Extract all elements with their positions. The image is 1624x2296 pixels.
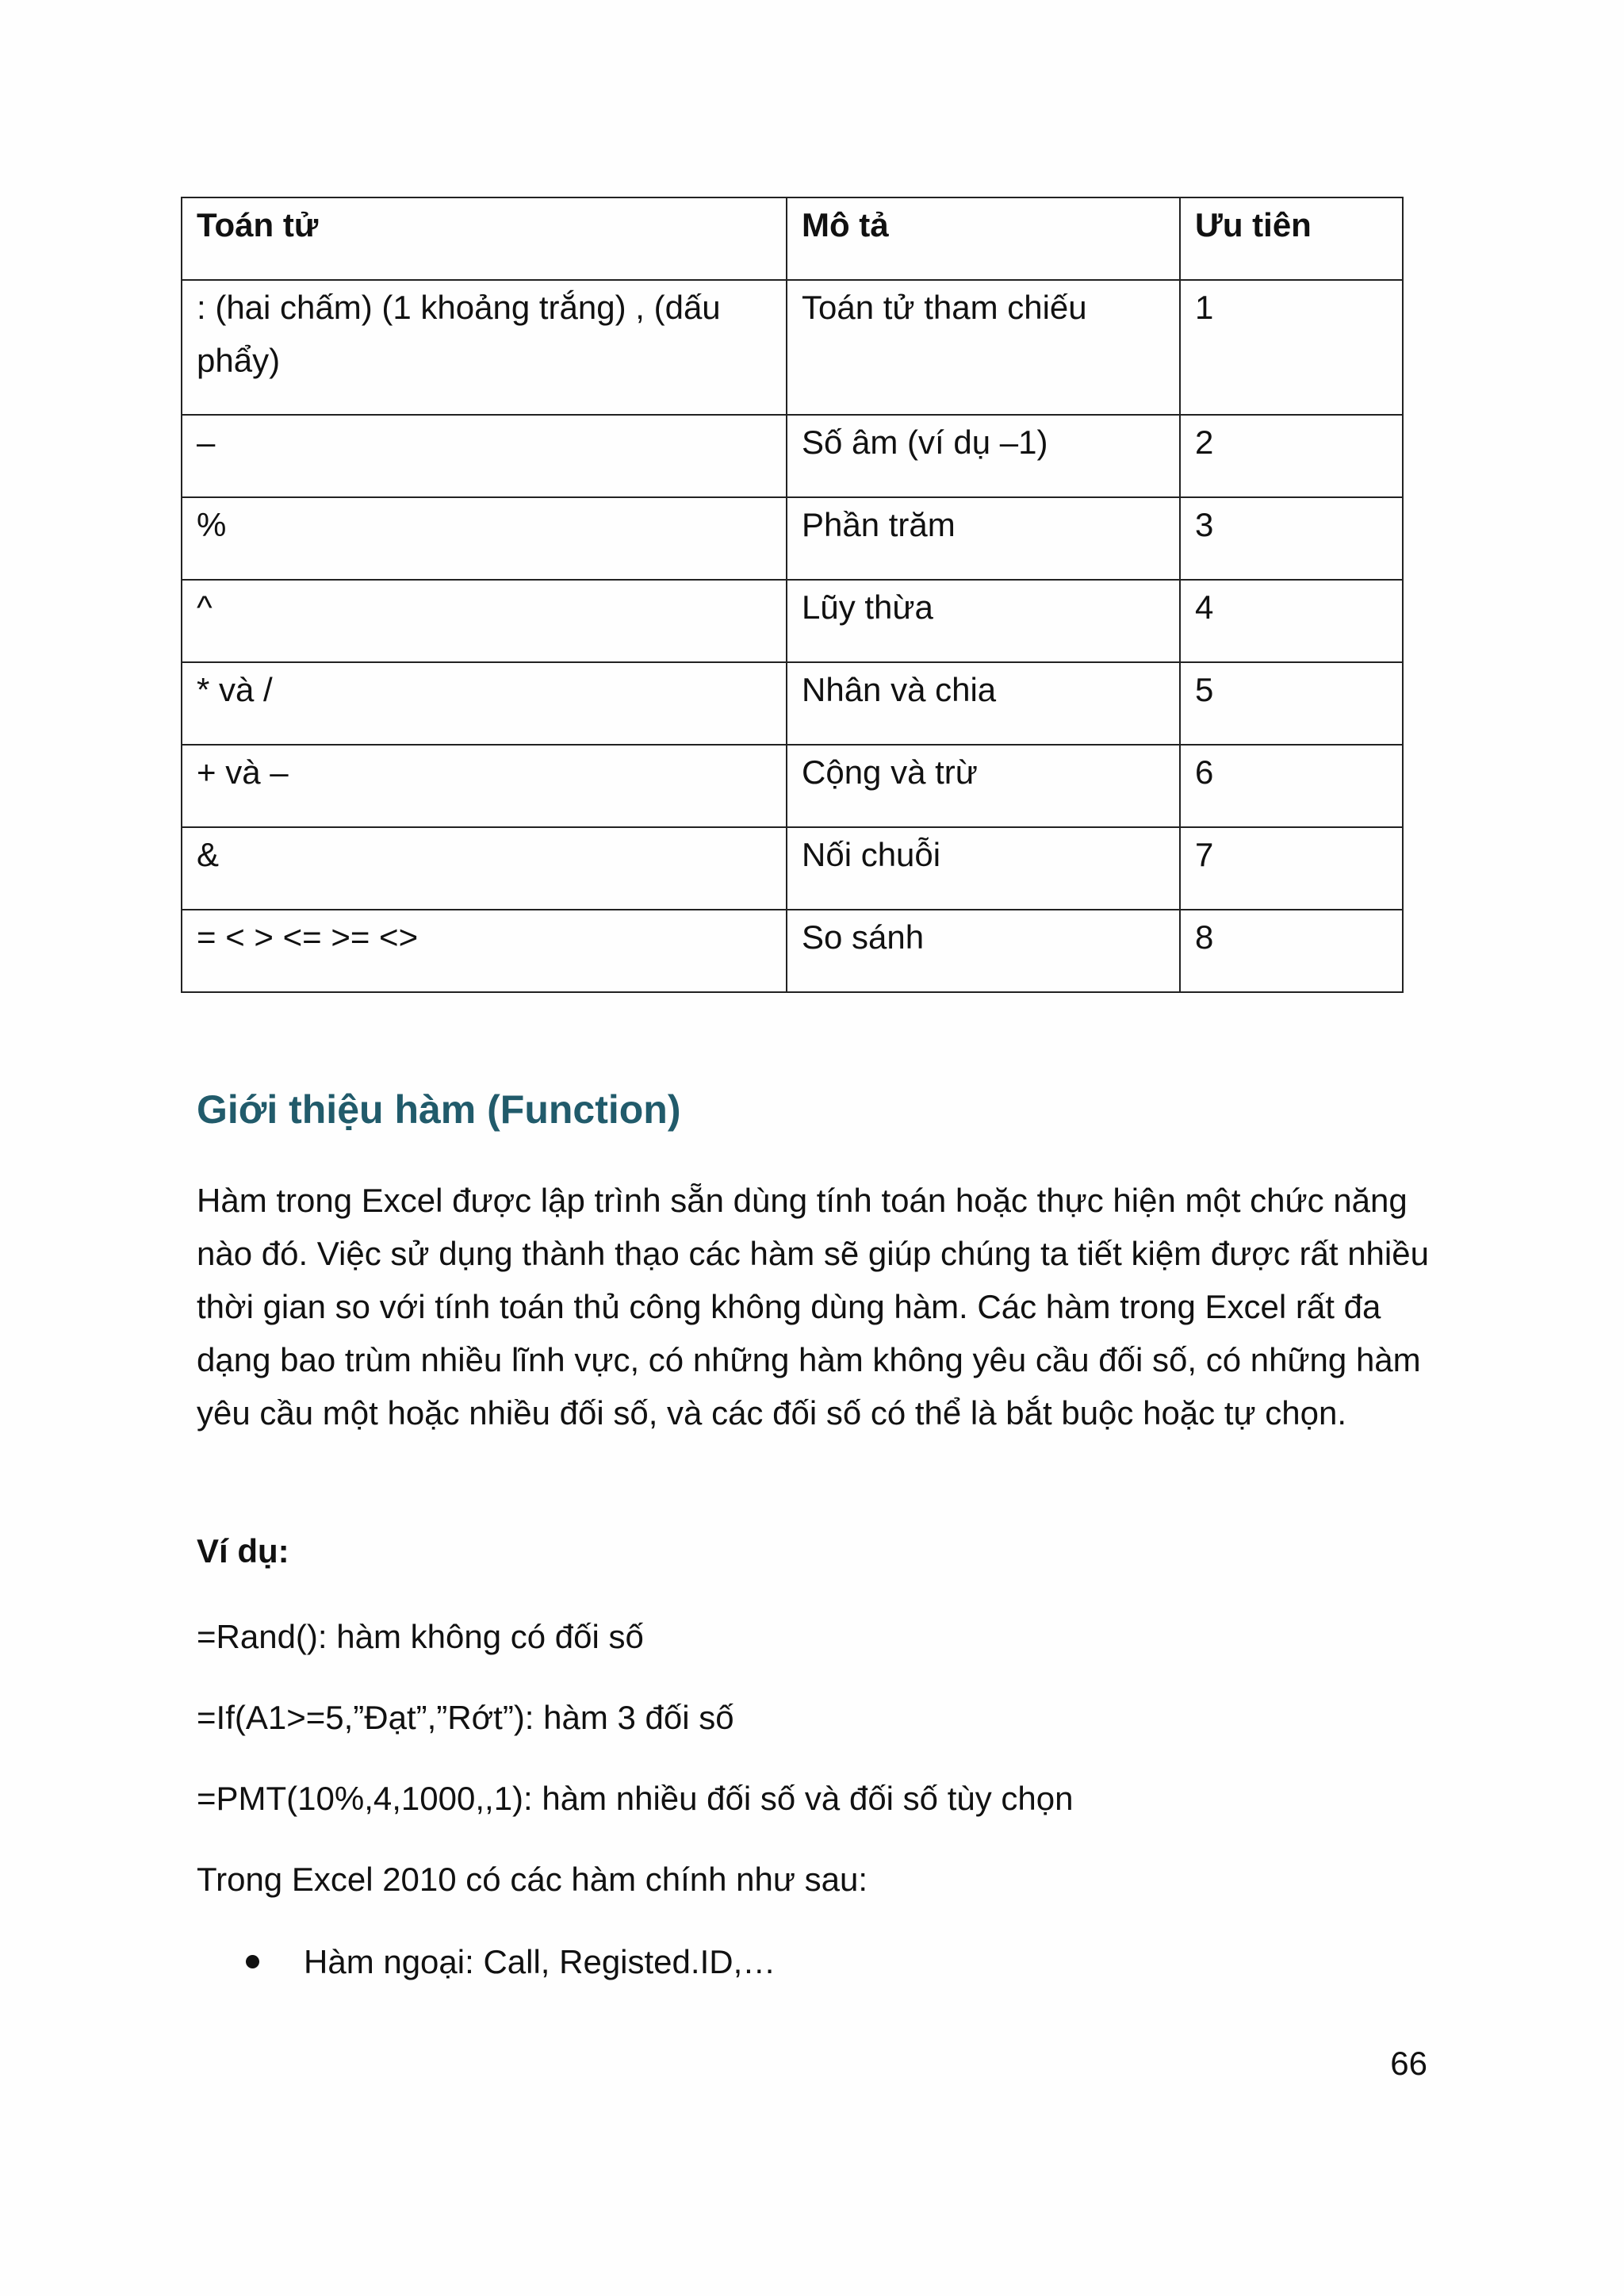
description-cell: Nhân và chia	[787, 662, 1180, 745]
header-description: Mô tả	[787, 197, 1180, 280]
operator-cell: –	[182, 415, 787, 497]
operator-cell: ^	[182, 580, 787, 662]
header-priority: Ưu tiên	[1180, 197, 1403, 280]
functions-intro-line: Trong Excel 2010 có các hàm chính như sau:	[197, 1861, 868, 1898]
table-header-row	[182, 197, 1403, 280]
example-line: =If(A1>=5,”Đạt”,”Rớt”): hàm 3 đối số	[197, 1699, 734, 1736]
description-cell: So sánh	[787, 910, 1180, 992]
table-row	[182, 910, 1403, 992]
list-item	[246, 1935, 776, 1988]
priority-cell: 2	[1180, 415, 1403, 497]
bullet-icon	[246, 1955, 259, 1968]
operator-priority-table	[181, 197, 1404, 993]
table-row	[182, 497, 1403, 580]
table-row	[182, 280, 1403, 415]
priority-cell: 7	[1180, 827, 1403, 910]
table-row	[182, 580, 1403, 662]
operator-cell: * và /	[182, 662, 787, 745]
priority-cell: 6	[1180, 745, 1403, 827]
description-cell: Số âm (ví dụ –1)	[787, 415, 1180, 497]
description-cell: Nối chuỗi	[787, 827, 1180, 910]
priority-cell: 5	[1180, 662, 1403, 745]
table-row	[182, 745, 1403, 827]
section-heading: Giới thiệu hàm (Function)	[197, 1087, 681, 1132]
priority-cell: 8	[1180, 910, 1403, 992]
table-row	[182, 662, 1403, 745]
description-cell: Phần trăm	[787, 497, 1180, 580]
list-item-text: Hàm ngoại: Call, Registed.ID,…	[304, 1943, 776, 1980]
example-line: =Rand(): hàm không có đối số	[197, 1618, 644, 1655]
operator-cell: = < > <= >= <>	[182, 910, 787, 992]
priority-cell: 4	[1180, 580, 1403, 662]
operator-cell: &	[182, 827, 787, 910]
priority-cell: 1	[1180, 280, 1403, 415]
example-label: Ví dụ:	[197, 1532, 289, 1570]
header-operator: Toán tử	[182, 197, 787, 280]
table-row	[182, 415, 1403, 497]
operator-cell: : (hai chấm) (1 khoảng trắng) , (dấu phẩy)	[182, 280, 787, 415]
page-number: 66	[1390, 2045, 1427, 2082]
description-cell: Cộng và trừ	[787, 745, 1180, 827]
example-line: =PMT(10%,4,1000,,1): hàm nhiều đối số và đối số tùy chọn	[197, 1780, 1074, 1817]
description-cell: Lũy thừa	[787, 580, 1180, 662]
description-cell: Toán tử tham chiếu	[787, 280, 1180, 415]
table-row	[182, 827, 1403, 910]
intro-paragraph: Hàm trong Excel được lập trình sẵn dùng tính toán hoặc thực hiện một chức năng nào đó. Việc sử dụng thành thạo các hàm sẽ giúp chúng ta tiết kiệm được rất nhiều thời gian so với tính toán thủ công không dùng hàm. Các hàm trong Excel rất đa dạng bao trùm nhiều lĩnh vực, có những hàm không yêu cầu đối số, có những hàm yêu cầu một hoặc nhiều đối số, và các đối số có thể là bắt buộc hoặc tự chọn.	[197, 1182, 1429, 1432]
priority-cell: 3	[1180, 497, 1403, 580]
operator-cell: + và –	[182, 745, 787, 827]
operator-cell: %	[182, 497, 787, 580]
